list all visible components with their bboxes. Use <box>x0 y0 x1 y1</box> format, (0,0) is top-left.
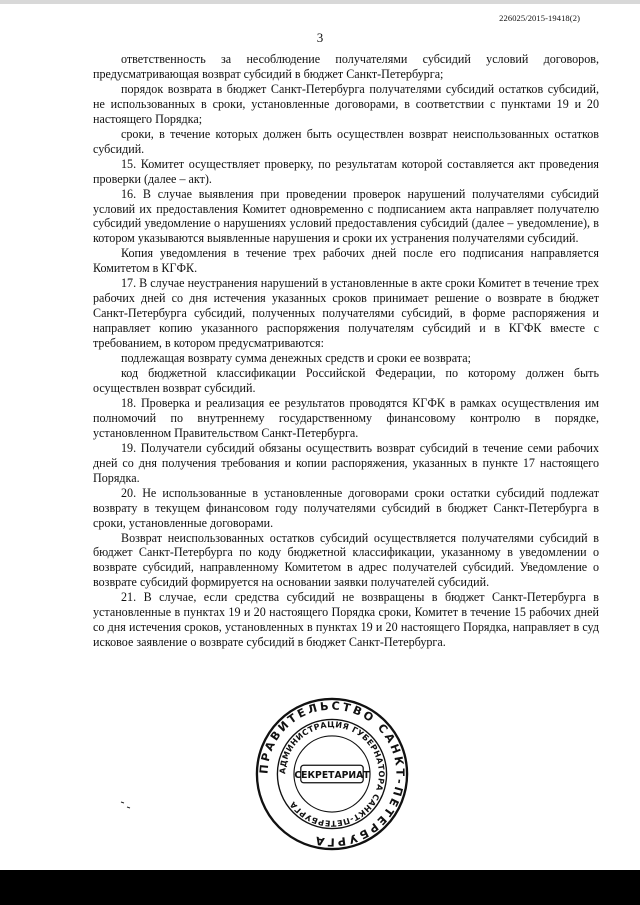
scan-bottom-edge <box>0 870 640 905</box>
paragraph-21: 21. В случае, если средства субсидий не возвращены в бюджет Санкт-Петербурга в установленные в пунктах 19 и 20 настоящего Порядка сроки, Комитет в течение 15 рабочих дней со дня истечения сроков, установленных в пунктах 19 и 20 настоящего Порядка, направляет в суд исковое заявление о возврате субсидий в бюджет Санкт-Петербурга. <box>93 590 599 650</box>
paragraph: Копия уведомления в течение трех рабочих дней после его подписания направляется Комитетом в КГФК. <box>93 246 599 276</box>
stamp-inner-text: АДМИНИСТРАЦИЯ ГУБЕРНАТОРА САНКТ-ПЕТЕРБУРГА <box>278 720 386 828</box>
official-stamp <box>254 696 410 852</box>
paragraph: ответственность за несоблюдение получателями субсидий условий договоров, предусматривающая возврат субсидий в бюджет Санкт-Петербурга; <box>93 52 599 81</box>
paragraph: сроки, в течение которых должен быть осуществлен возврат неиспользованных остатков субсидий. <box>93 126 599 156</box>
page-number: 3 <box>316 30 324 45</box>
paragraph-19: 19. Получатели субсидий обязаны осуществить возврат субсидий в течение семи рабочих дней со дня получения требования и копии распоряжения, указанных в пункте 17 настоящего Порядка. <box>93 440 599 485</box>
paragraph: порядок возврата в бюджет Санкт-Петербурга получателями субсидий остатков субсидий, не использованных в сроки, установленные договорами, в соответствии с пунктами 19 и 20 настоящего Порядка; <box>93 81 599 126</box>
scan-mark <box>120 800 132 810</box>
scan-top-edge <box>0 0 640 4</box>
paragraph-18: 18. Проверка и реализация ее результатов проводятся КГФК в рамках осуществления им полномочий по внутреннему государственному финансовому контролю в порядке, установленном Правительством Санкт-Петербурга. <box>93 395 599 440</box>
document-body <box>93 52 599 650</box>
stamp-outer-text: ПРАВИТЕЛЬСТВО САНКТ-ПЕТЕРБУРГА <box>257 699 407 849</box>
stamp-center-text: СЕКРЕТАРИАТ <box>294 769 370 781</box>
paragraph-15: 15. Комитет осуществляет проверку, по результатам которой составляется акт проведения проверки (далее – акт). <box>93 156 599 186</box>
paragraph: подлежащая возврату сумма денежных средств и сроки ее возврата; <box>121 351 471 366</box>
paragraph: Возврат неиспользованных остатков субсидий осуществляется получателями субсидий в бюджет Санкт-Петербурга по коду бюджетной классификации, указанному в уведомлении о возврате субсидий, направленному Комитетом в адрес получателей субсидий. Уведомление о возврате субсидий формируется на основании заявки получателей субсидий. <box>93 530 599 590</box>
document-id: 226025/2015-19418(2) <box>499 13 580 23</box>
paragraph-20: 20. Не использованные в установленные договорами сроки остатки субсидий подлежат возврату в текущем финансовом году получателями субсидий в бюджет Санкт-Петербурга в сроки, установленные договорами. <box>93 485 599 530</box>
paragraph: код бюджетной классификации Российской Федерации, по которому должен быть осуществлен возврат субсидий. <box>93 366 599 395</box>
paragraph-17: 17. В случае неустранения нарушений в установленные в акте сроки Комитет в течение трех рабочих дней со дня истечения указанных сроков принимает решение о возврате в бюджет Санкт-Петербурга субсидий, полученных получателями субсидий, в форме распоряжения и направляет копию указанного распоряжения получателям субсидий и в КГФК вместе с требованием, в котором предусматриваются: <box>93 276 599 351</box>
paragraph-16: 16. В случае выявления при проведении проверок нарушений получателями субсидий условий их предоставления Комитет одновременно с подписанием акта направляет получателю субсидий уведомление о нарушениях условий предоставления субсидий (далее – уведомление), в котором указываются выявленные нарушения и сроки их устранения получателями субсидий. <box>93 186 599 246</box>
